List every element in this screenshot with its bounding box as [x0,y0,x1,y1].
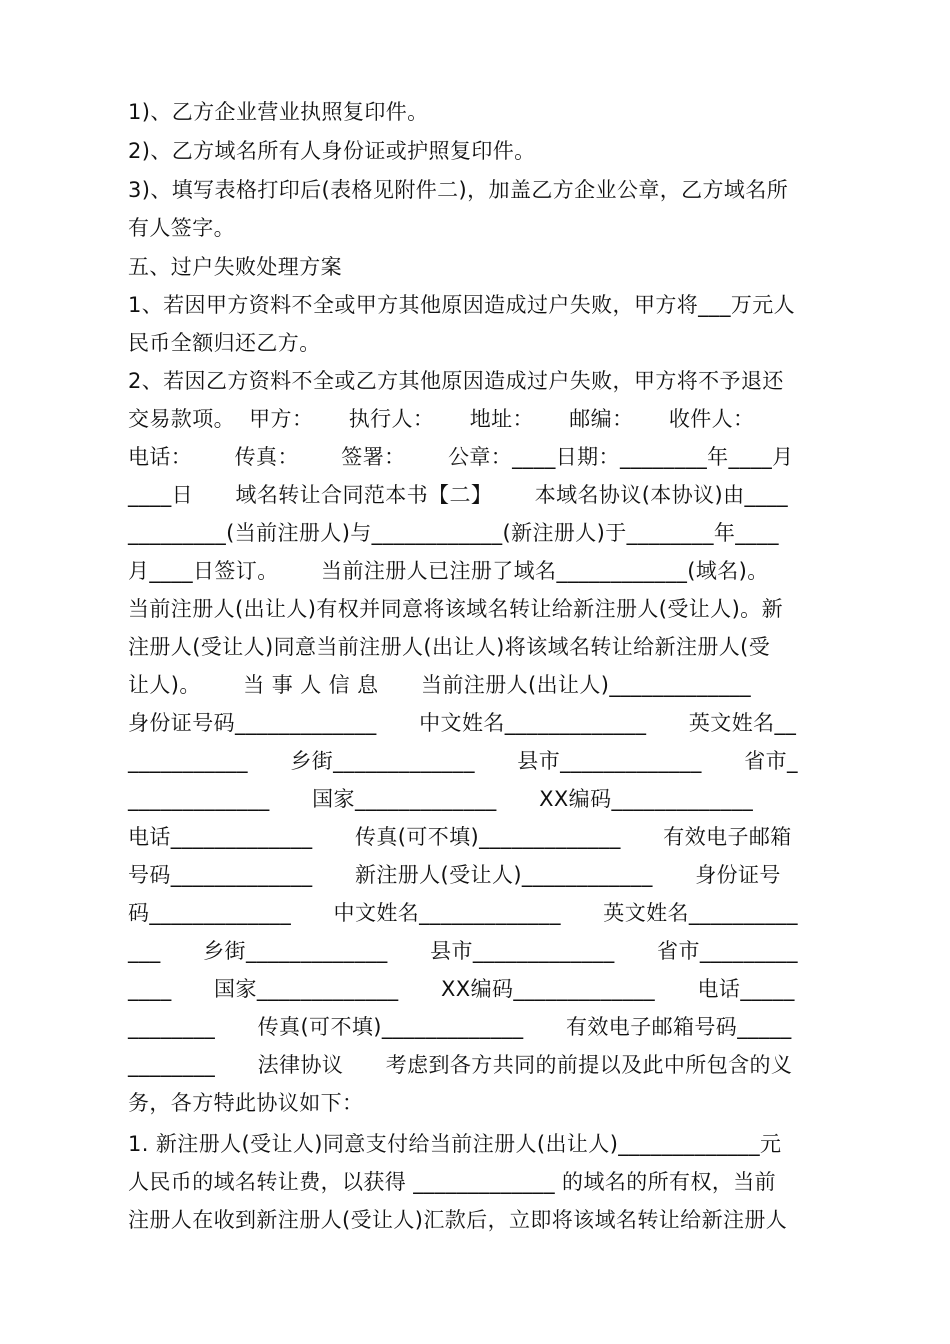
text-line: ________ 传真(可不填)_____________ 有效电子邮箱号码_____ [128,1015,792,1039]
text-line: 注册人(受让人)同意当前注册人(出让人)将该域名转让给新注册人(受 [128,635,771,659]
text-line: 1. 新注册人(受让人)同意支付给当前注册人(出让人)_____________元 [128,1132,782,1156]
text-line: ____日 域名转让合同范本书【二】 本域名协议(本协议)由____ [128,483,789,507]
text-line: 1、若因甲方资料不全或甲方其他原因造成过户失败，甲方将___万元人 [128,293,796,317]
text-line: _____________ 国家_____________ XX编码_____________ [128,787,754,811]
text-line: ________ 法律协议 考虑到各方共同的前提以及此中所包含的义 [128,1053,793,1077]
text-line: 号码_____________ 新注册人(受让人)____________ 身份证号 [128,863,781,887]
text-line: 让人)。 当 事 人 信 息 当前注册人(出让人)_____________ [128,673,752,697]
text-line: 3)、填写表格打印后(表格见附件二)，加盖乙方企业公章，乙方域名所 [128,178,789,202]
text-line: 月____日签订。 当前注册人已注册了域名____________(域名)。 [128,559,769,583]
text-line: _________(当前注册人)与____________(新注册人)于________年____ [128,521,779,545]
text-line: 电话： 传真： 签署： 公章：____日期：________年____月 [128,445,794,469]
text-line: ___ 乡街_____________ 县市_____________ 省市_________ [128,939,798,963]
text-line: 电话_____________ 传真(可不填)_____________ 有效电子邮箱 [128,825,792,849]
text-line: 民币全额归还乙方。 [128,331,321,355]
text-line: 当前注册人(出让人)有权并同意将该域名转让给新注册人(受让人)。新 [128,597,783,621]
text-line: 2)、乙方域名所有人身份证或护照复印件。 [128,139,536,163]
text-line: 交易款项。 甲方： 执行人： 地址： 邮编： 收件人： [128,407,755,431]
text-line: 注册人在收到新注册人(受让人)汇款后，立即将该域名转让给新注册人 [128,1208,788,1232]
text-line: 码_____________ 中文姓名_____________ 英文姓名__________ [128,901,798,925]
text-line: ____ 国家_____________ XX编码_____________ 电话_____ [128,977,795,1001]
text-line: 2、若因乙方资料不全或乙方其他原因造成过户失败，甲方将不予退还 [128,369,784,393]
text-line: 务，各方特此协议如下： [128,1091,364,1115]
text-line: ___________ 乡街_____________ 县市_____________ 省市_ [128,749,798,773]
section-heading: 五、过户失败处理方案 [128,255,342,279]
text-line: 人民币的域名转让费，以获得 _____________ 的域名的所有权，当前 [128,1170,777,1194]
text-line: 1)、乙方企业营业执照复印件。 [128,100,429,124]
text-line: 有人签字。 [128,216,235,240]
text-line: 身份证号码_____________ 中文姓名_____________ 英文姓名__ [128,711,797,735]
